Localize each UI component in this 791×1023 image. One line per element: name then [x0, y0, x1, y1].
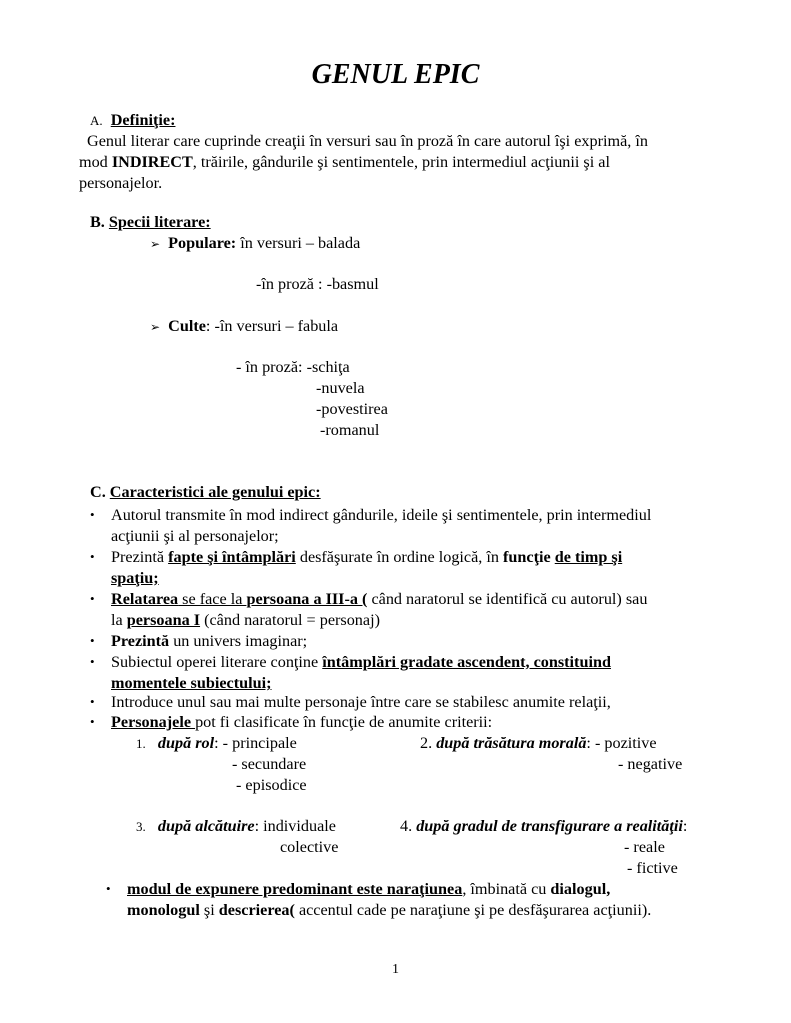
criterion-4-fictive: - fictive	[627, 859, 678, 877]
criterion-3-colective: colective	[280, 838, 339, 856]
text-span: , îmbinată cu	[462, 880, 551, 898]
section-c-heading	[90, 482, 321, 503]
bold-span: descrierea(	[218, 901, 295, 919]
bullet-icon: •	[90, 654, 95, 669]
criterion-text: :	[682, 817, 688, 835]
char-line-3b	[111, 610, 380, 631]
criterion-text: : - pozitive	[586, 734, 657, 752]
section-a-title: Definiţie:	[110, 111, 176, 129]
arrow-icon: ➢	[150, 320, 161, 334]
bullet-icon: •	[90, 694, 95, 709]
criterion-number: 2.	[420, 734, 437, 752]
criterion-label: după gradul de transfigurare a realităţii	[416, 817, 683, 835]
char-line-4	[111, 631, 307, 652]
page-number: 1	[392, 962, 399, 977]
bullet-icon: •	[90, 591, 95, 606]
criterion-label: după alcătuire	[157, 817, 255, 835]
criterion-2	[420, 733, 657, 754]
char-line-5	[111, 652, 611, 673]
char-line-7	[111, 712, 492, 733]
text-span: Subiectul operei literare conţine	[111, 653, 323, 671]
bold-underline-span: întâmplări gradate ascendent, constituind	[322, 653, 611, 671]
text-span: (când naratorul = personaj)	[200, 611, 380, 629]
criterion-number: 4.	[400, 817, 417, 835]
culte-nuvela: -nuvela	[316, 379, 365, 397]
bold-underline-span: Personajele	[111, 713, 192, 731]
text-span: când naratorul se identifică cu autorul) sau	[367, 590, 648, 608]
page-title: GENUL EPIC	[311, 59, 480, 90]
criterion-1	[136, 733, 297, 755]
criterion-number: 3.	[136, 819, 146, 834]
culte-label: Culte	[168, 317, 206, 335]
criterion-number: 1.	[136, 736, 146, 751]
arrow-icon: ➢	[150, 237, 161, 251]
criterion-4	[400, 816, 687, 837]
section-a-marker: A.	[90, 113, 103, 128]
text-span: pot fi clasificate în funcţie de anumite criterii:	[195, 713, 493, 731]
populare-proza: -în proză : -basmul	[256, 275, 379, 293]
char-line-1: Autorul transmite în mod indirect gândurile, ideile şi sentimentele, prin intermediul	[111, 506, 652, 524]
char-line-6: Introduce unul sau mai multe personaje între care se stabilesc anumite relaţii,	[111, 693, 611, 711]
bold-span: INDIRECT	[111, 153, 193, 171]
bullet-icon: •	[90, 549, 95, 564]
definition-line-2	[79, 152, 610, 173]
text-span: Prezintă	[111, 548, 169, 566]
bold-span: Prezintă	[111, 632, 170, 650]
text-span: la	[111, 611, 127, 629]
bold-underline-span: spaţiu;	[111, 569, 159, 587]
char-line-3	[111, 589, 647, 610]
text-span: un univers imaginar;	[169, 632, 308, 650]
criterion-1-episodice: - episodice	[236, 776, 307, 794]
definition-line-1: Genul literar care cuprinde creaţii în versuri sau în proză în care autorul îşi exprimă, în	[87, 132, 648, 150]
char-line-8	[127, 879, 610, 900]
definition-line-3: personajelor.	[79, 174, 163, 192]
culte-povestirea: -povestirea	[316, 400, 388, 418]
text-span: mod	[79, 153, 112, 171]
section-b-heading	[90, 212, 211, 233]
section-a-heading	[90, 110, 175, 132]
criterion-label: după trăsătura morală	[436, 734, 587, 752]
text-span: şi	[199, 901, 219, 919]
culte-line	[150, 316, 338, 338]
bold-underline-span: persoana I	[126, 611, 201, 629]
bold-span: dialogul,	[550, 880, 611, 898]
text-span: desfăşurate în ordine logică, în	[295, 548, 504, 566]
section-c-marker: C.	[90, 483, 106, 501]
populare-label: Populare:	[168, 234, 237, 252]
char-line-1b: acţiunii şi al personajelor;	[111, 527, 279, 545]
culte-romanul: -romanul	[320, 421, 380, 439]
culte-proza: - în proză: -schiţa	[236, 358, 350, 376]
criterion-4-reale: - reale	[624, 838, 665, 856]
section-b-title: Specii literare:	[108, 213, 211, 231]
bold-underline-span: momentele subiectului;	[111, 674, 272, 692]
populare-text: în versuri – balada	[236, 234, 361, 252]
bold-span: funcţie	[503, 548, 551, 566]
criterion-label: după rol	[157, 734, 215, 752]
bold-underline-span: modul de expunere predominant este naraţiunea	[127, 880, 463, 898]
bullet-icon: •	[90, 633, 95, 648]
section-b-marker: B.	[90, 213, 105, 231]
criterion-2-negative: - negative	[618, 755, 683, 773]
bold-underline-span: persoana a III-a (	[246, 590, 368, 608]
text-span: , trăirile, gândurile şi sentimentele, prin intermediul acţiunii şi al	[192, 153, 610, 171]
criterion-1-secundare: - secundare	[232, 755, 307, 773]
char-line-2	[111, 547, 622, 568]
bold-underline-span: de timp şi	[554, 548, 623, 566]
bold-span: monologul	[127, 901, 200, 919]
populare-line	[150, 233, 360, 255]
char-line-2b	[111, 568, 159, 589]
criterion-text: : - principale	[214, 734, 297, 752]
section-c-title: Caracteristici ale genului epic:	[109, 483, 321, 501]
culte-text: : -în versuri – fabula	[205, 317, 339, 335]
char-line-5b	[111, 673, 272, 694]
underline-span: se face la	[178, 590, 247, 608]
char-line-8b	[127, 900, 651, 921]
bullet-icon: •	[90, 507, 95, 522]
text-span: accentul cade pe naraţiune şi pe desfăşurarea acţiunii).	[294, 901, 652, 919]
bullet-icon: •	[90, 714, 95, 729]
criterion-text: : individuale	[254, 817, 336, 835]
criterion-3	[136, 816, 336, 838]
bold-underline-span: fapte şi întâmplări	[168, 548, 296, 566]
bullet-icon: •	[106, 881, 111, 896]
bold-underline-span: Relatarea	[111, 590, 179, 608]
